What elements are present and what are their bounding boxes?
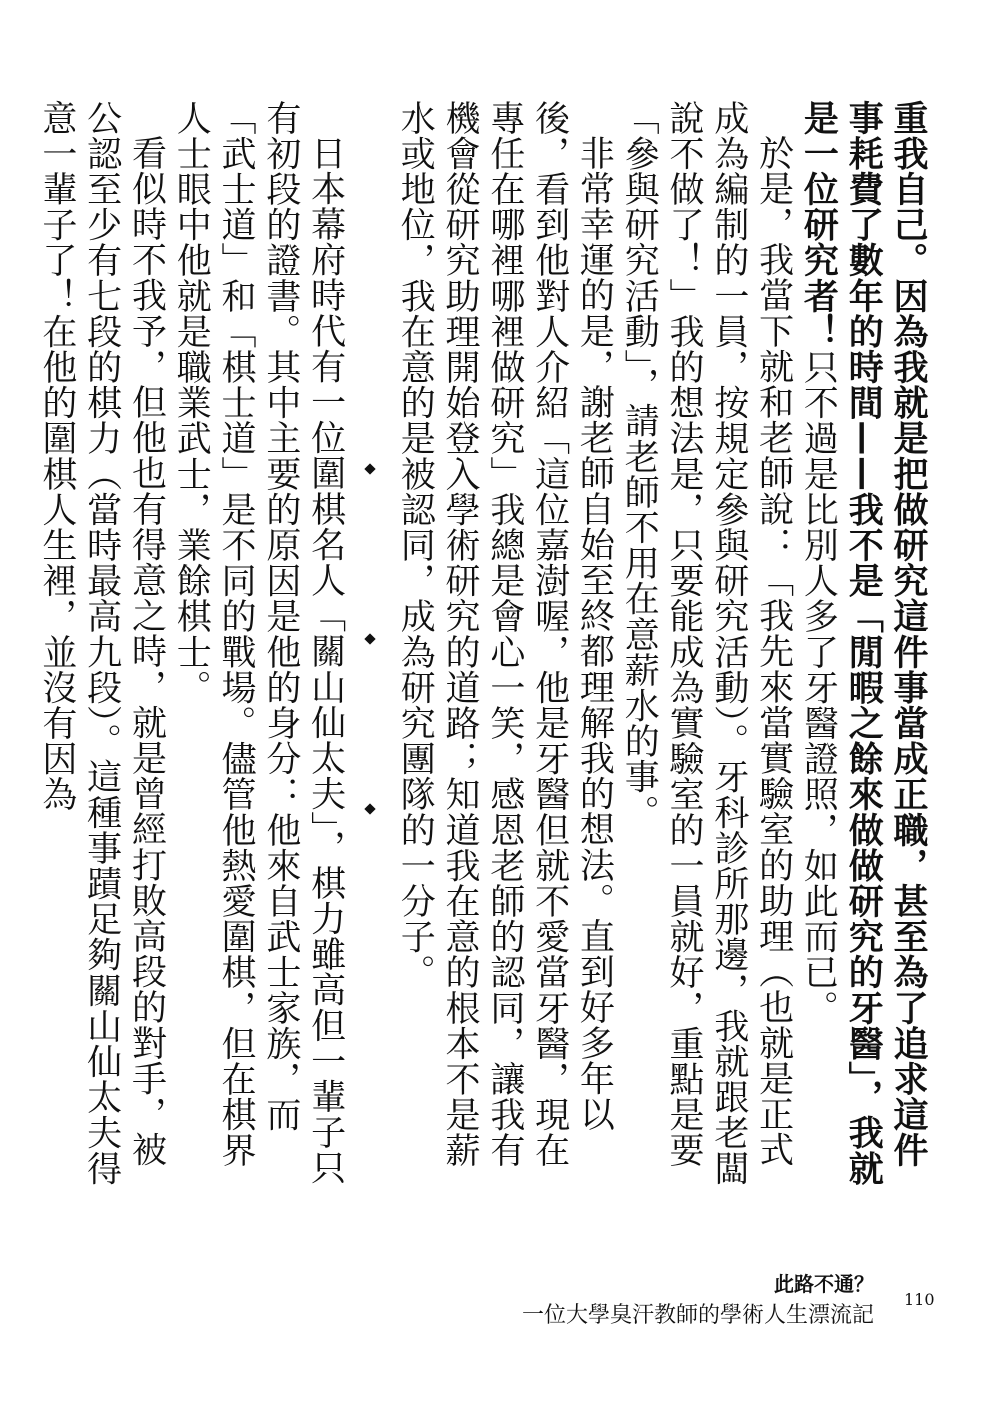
diamond-icon (364, 633, 375, 644)
book-title: 此路不通？ (774, 1272, 874, 1296)
paragraph-2: 於是，我當下就和老師說：「我先來當實驗室的助理（也就是正式成為編制的一員，按規定參與研究活動）。牙科診所那邊，我就跟老闆說不做了！」我的想法是，只要能成為實驗室的一員就好，重點是要「參與研究活動」，請老師不用在意薪水的事。 (619, 100, 794, 1187)
book-subtitle: 一位大學臭汗教師的學術人生漂流記 (521, 1303, 874, 1328)
diamond-icon (364, 463, 375, 474)
paragraph-3: 非常幸運的是，謝老師自始至終都理解我的想法。直到好多年以後，看到他對人介紹「這位嘉澍喔，他是牙醫但就不愛當牙醫，現在專任在哪裡哪裡做研究」我總是會心一笑，感恩老師的認同，讓我有機會從研究助理開始登入學術研究的道路；知道我在意的根本不是薪水或地位，我在意的是被認同，成為研究團隊的一分子。 (395, 100, 615, 1168)
bold-emphasis: 重我自己。因為我就是把做研究這件事當成正職，甚至為了追求這件事耗費了數年的時間——我不是「閒暇之餘來做做研究的牙醫」，我就是一位研究者！ (798, 100, 928, 1187)
paragraph-4: 日本幕府時代有一位圍棋名人「關山仙太夫」，棋力雖高但一輩子只有初段的證書。其中主要的原因是他的身分：他來自武士家族，而「武士道」和「棋士道」是不同的戰場。儘管他熱愛圍棋，但在棋界人士眼中他就是職業武士，業餘棋士。 (171, 100, 346, 1186)
paragraph-1-rest: 只不過是比別人多了牙醫證照，如此而已。 (798, 349, 839, 1026)
section-separator (348, 100, 393, 1200)
diamond-icon (364, 803, 375, 814)
vertical-body-text (36, 100, 930, 1200)
paragraph-5: 看似時不我予，但他也有得意之時，就是曾經打敗高段的對手，被公認至少有七段的棋力（當時最高九段）。這種事蹟足夠關山仙太夫得意一輩子了！在他的圍棋人生裡，並沒有因為 (36, 100, 167, 1187)
page-number: 110 (904, 1290, 935, 1309)
paragraph-1 (796, 100, 930, 1200)
